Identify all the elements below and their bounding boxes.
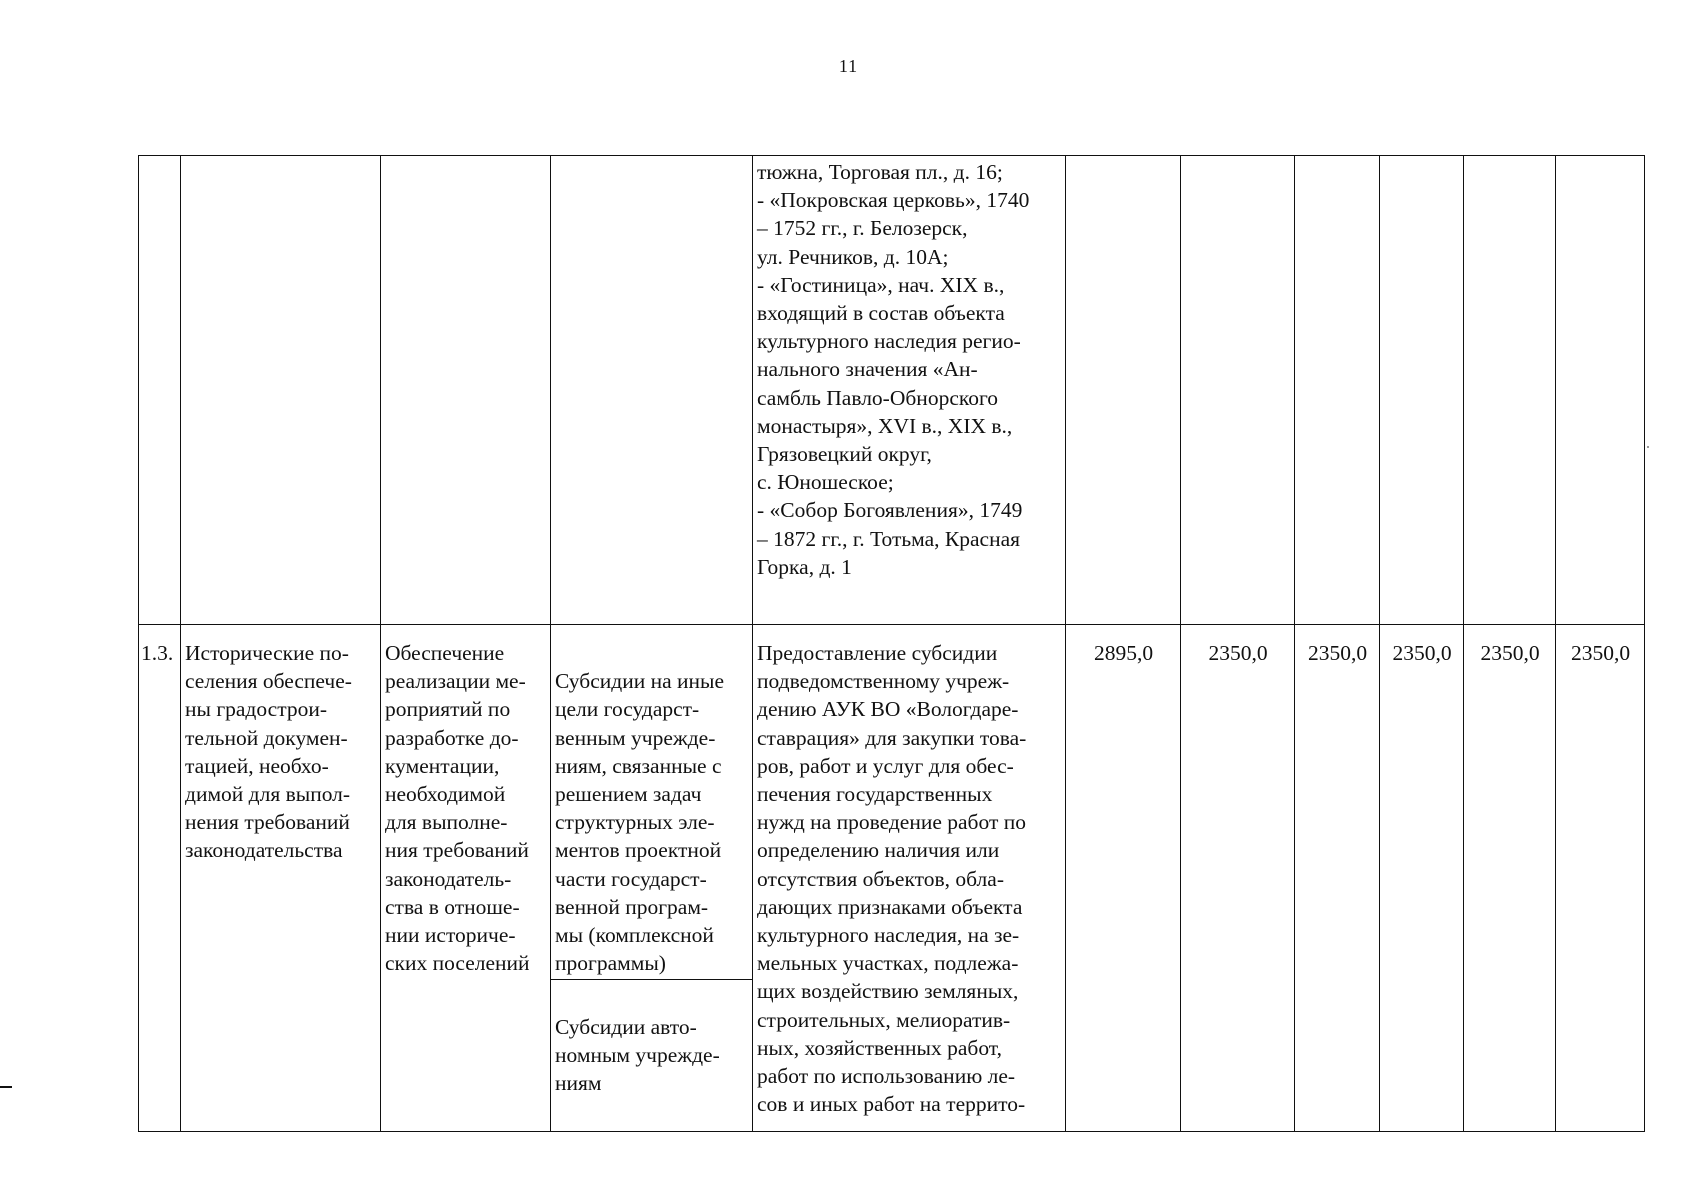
page-number: 11 [838,56,859,76]
margin-mark [0,1086,12,1088]
table-row [139,625,1645,1132]
cell-number: 1.3. [139,625,181,1132]
cell-value-4 [1380,156,1464,625]
cell-value-4: 2350,0 [1380,625,1464,1132]
cell-task: Обеспечение реализации ме- роприятий по разработке до- кументации, необходимой для выполне- ния требований законодатель- ства в отноше- нии историче- ских поселений [381,625,551,1132]
cell-value-1 [1066,156,1181,625]
cell-value-6 [1556,156,1645,625]
cell-value-5 [1464,156,1556,625]
cell-value-3 [1295,156,1380,625]
cell-value-6: 2350,0 [1556,625,1645,1132]
cell-number [139,156,181,625]
cell-value-5: 2350,0 [1464,625,1556,1132]
expense-type-subsidy-other: Субсидии на иные цели государст- венным учрежде- ниям, связанные с решением задач структурных эле- ментов проектной части государст- венной програм- мы (комплексной программы) [551,653,752,980]
cell-description: тюжна, Торговая пл., д. 16; - «Покровская церковь», 1740 – 1752 гг., г. Белозерск, ул. Речников, д. 10А; - «Гостиница», нач. XIX в., входящий в состав объекта культурного наследия регио- нального значения «Ан- самбль Павло-Обнорского монастыря», XVI в., XIX в., Грязовецкий округ, с. Юношеское; - «Собор Богоявления», 1749 – 1872 гг., г. Тотьма, Красная Горка, д. 1 [753,156,1066,625]
table-row [139,156,1645,625]
cell-value-3: 2350,0 [1295,625,1380,1132]
cell-value-2 [1181,156,1295,625]
cell-expense-type [551,156,753,625]
cell-result: Исторические по- селения обеспече- ны градострои- тельной докумен- тацией, необхо- димой для выпол- нения требований законодательства [181,625,381,1132]
expense-type-subsidy-autonomous: Субсидии авто- номным учрежде- ниям [555,1014,720,1096]
cell-task [381,156,551,625]
scan-speck [1647,446,1649,448]
cell-result [181,156,381,625]
cell-value-2: 2350,0 [1181,625,1295,1132]
cell-expense-type [551,625,753,1132]
cell-value-1: 2895,0 [1066,625,1181,1132]
cell-description: Предоставление субсидии подведомственному учреж- дению АУК ВО «Вологдаре- ставрация» для закупки това- ров, работ и услуг для обес- печения государственных нужд на проведение работ по определению наличия или отсутствия объектов, обла- дающих признаками объекта культурного наследия, на зе- мельных участках, подлежа- щих воздействию земляных, строительных, мелиоратив- ных, хозяйственных работ, работ по использованию ле- сов и иных работ на террито- [753,625,1066,1132]
program-table [138,155,1645,1132]
